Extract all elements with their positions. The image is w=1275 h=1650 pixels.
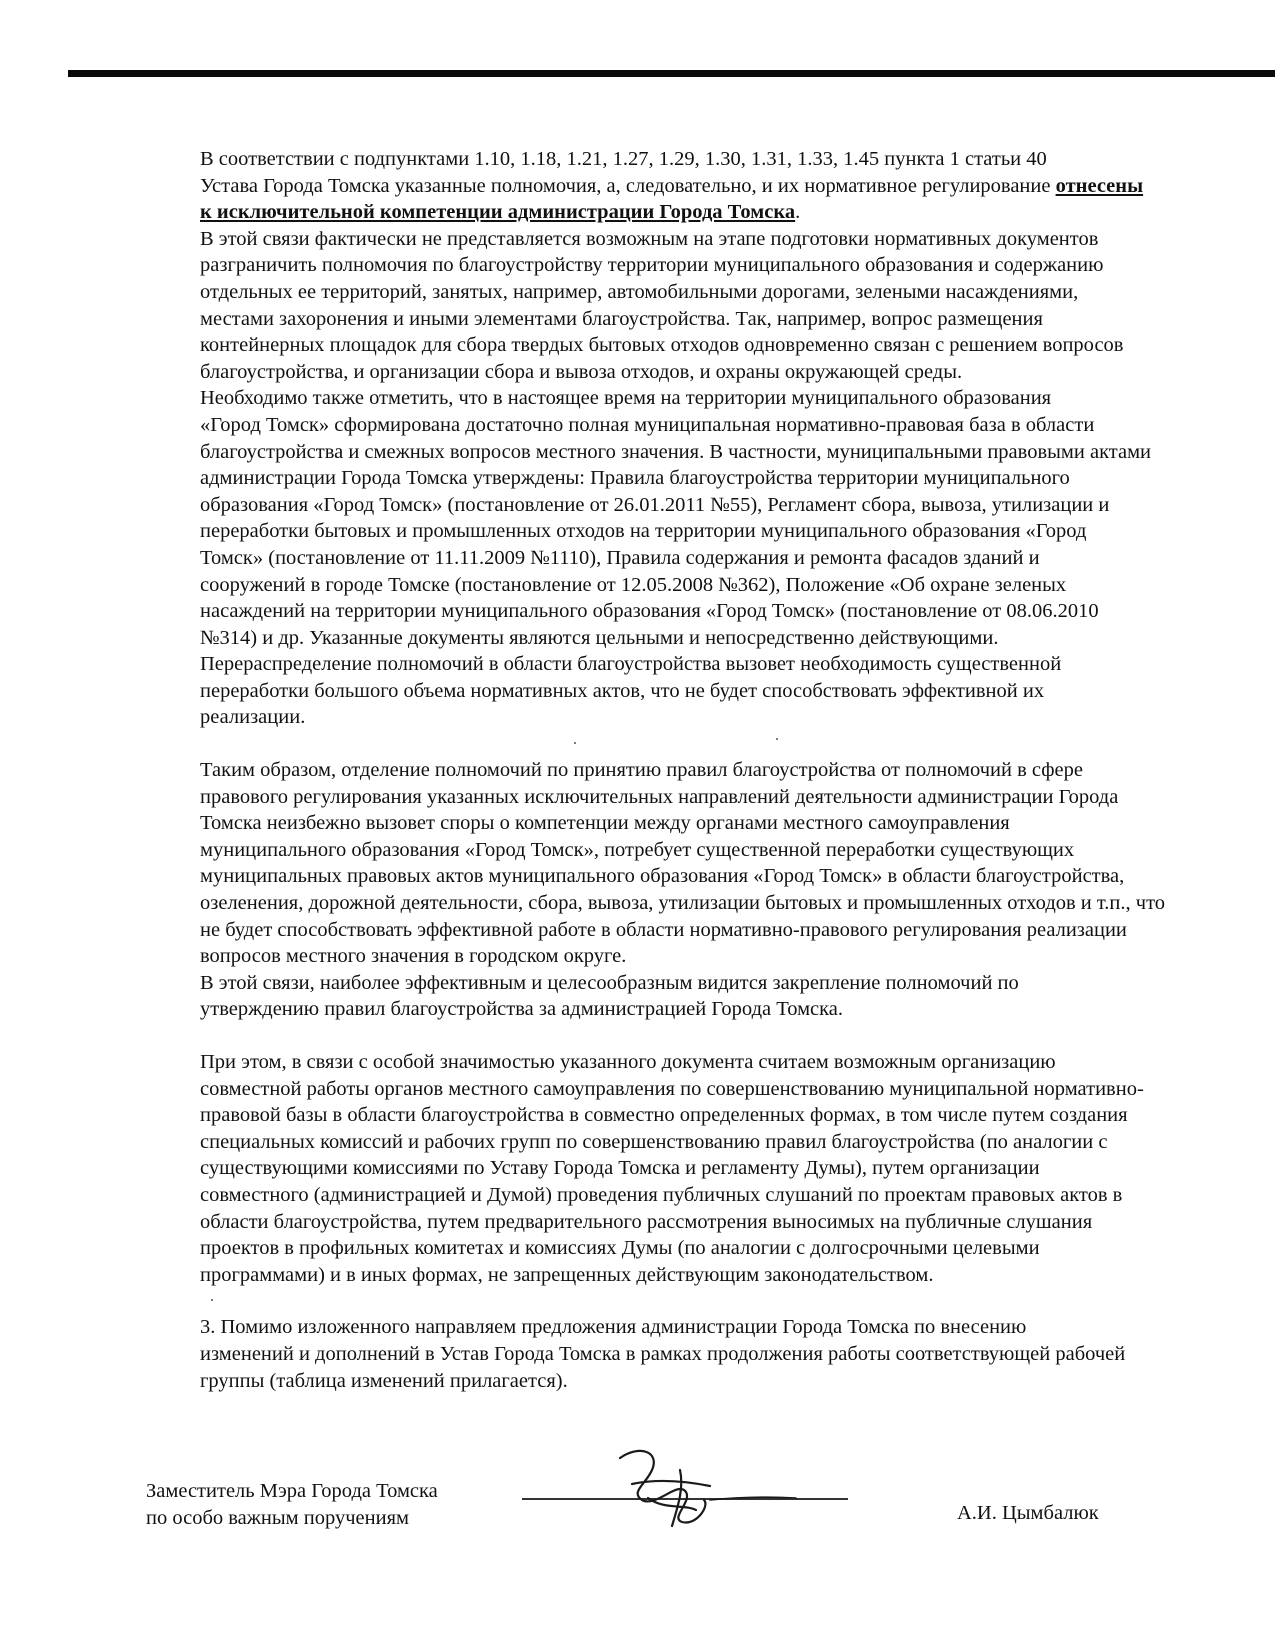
text-line: администрации Города Томска утверждены: Правила благоустройства территории муниципального — [200, 467, 1070, 490]
text-line: В этой связи фактически не представляется возможным на этапе подготовки нормативных документов — [200, 227, 1099, 250]
text-line: изменений и дополнений в Устав Города Томска в рамках продолжения работы соответствующей рабочей — [200, 1342, 1126, 1365]
text-line: муниципальных правовых актов муниципального образования «Город Томск» в области благоустройства, — [200, 865, 1125, 888]
text-line: Томска неизбежно вызовет споры о компетенции между органами местного самоуправления — [200, 812, 1010, 835]
text-line: не будет способствовать эффективной работе в области нормативно-правового регулирования реализации — [200, 918, 1127, 941]
text-line: образования «Город Томск» (постановление от 26.01.2011 №55), Регламент сбора, вывоза, утилизации и — [200, 493, 1110, 516]
text-line: существующими комиссиями по Уставу Города Томска и регламенту Думы), путем организации — [200, 1157, 1040, 1180]
text-line: «Город Томск» сформирована достаточно полная муниципальная нормативно-правовая база в области — [200, 413, 1095, 436]
emphasis-text: отнесены — [1055, 174, 1144, 197]
text-line: совместной работы органов местного самоуправления по совершенствованию муниципальной нормативно- — [200, 1077, 1144, 1100]
paragraph-1 — [144, 146, 1275, 226]
text-line: вопросов местного значения в городском округе. — [200, 945, 627, 968]
text-line: благоустройства и смежных вопросов местного значения. В частности, муниципальными правовыми актами — [200, 440, 1152, 463]
paragraph-4 — [144, 757, 1275, 970]
paragraph-gap — [144, 1288, 1275, 1314]
text-line: отдельных ее территорий, занятых, например, автомобильными дорогами, зелеными насаждениями, — [200, 280, 1079, 303]
text-line: проектов в профильных комитетах и комиссиях Думы (по аналогии с долгосрочными целевыми — [200, 1237, 1040, 1260]
text-line: правового регулирования указанных исключительных направлений деятельности администрации Города — [200, 785, 1119, 808]
text-line: разграничить полномочия по благоустройству территории муниципального образования и содержанию — [200, 254, 1104, 277]
paragraph-5 — [144, 970, 1275, 1023]
text-line: насаждений на территории муниципального образования «Город Томск» (постановление от 08.06.2010 — [200, 600, 1099, 623]
text-line: переработки бытовых и промышленных отходов на территории муниципального образования «Город — [200, 520, 1087, 543]
emphasis-text: к исключительной компетенции администрации Города Томска — [200, 201, 796, 224]
scan-speck — [211, 1299, 213, 1301]
text-line: совместного (администрацией и Думой) проведения публичных слушаний по проектам правовых актов в — [200, 1183, 1123, 1206]
text-line: муниципального образования «Город Томск», потребует существенной переработки существующих — [200, 838, 1075, 861]
signatory-name: А.И. Цымбалюк — [957, 1502, 1099, 1524]
text-line: контейнерных площадок для сбора твердых бытовых отходов одновременно связан с решением вопросов — [200, 334, 1124, 357]
paragraph-2 — [144, 226, 1275, 386]
paragraph-7 — [144, 1314, 1275, 1394]
text-line: Устава Города Томска указанные полномочия, а, следовательно, и их нормативное регулирование отнесены — [200, 174, 1144, 197]
position-line: Заместитель Мэра Города Томска — [146, 1480, 438, 1502]
paragraph-gap — [144, 1023, 1275, 1049]
text-line: утверждению правил благоустройства за администрацией Города Томска. — [200, 998, 844, 1021]
text-line: №314) и др. Указанные документы являются цельными и непосредственно действующими. — [200, 626, 999, 649]
text-line: специальных комиссий и рабочих групп по совершенствованию правил благоустройства (по аналогии с — [200, 1130, 1108, 1153]
text-line: программами) и в иных формах, не запрещенных действующим законодательством. — [200, 1263, 934, 1286]
signatory-position — [146, 1478, 438, 1532]
text-line: группы (таблица изменений прилагается). — [200, 1369, 568, 1392]
text-line: правовой базы в области благоустройства в совместно определенных формах, в том числе путем создания — [200, 1104, 1128, 1127]
text-line: 3. Помимо изложенного направляем предложения администрации Города Томска по внесению — [200, 1316, 1027, 1339]
top-rule — [68, 70, 1275, 77]
position-line: по особо важным поручениям — [146, 1507, 409, 1529]
text-line: к исключительной компетенции администрации Города Томска. — [200, 201, 801, 224]
text-line: Перераспределение полномочий в области благоустройства вызовет необходимость существенной — [200, 653, 1062, 676]
text-line: переработки большого объема нормативных актов, что не будет способствовать эффективной их — [200, 679, 1045, 702]
text-line: реализации. — [200, 706, 306, 729]
paragraph-6 — [144, 1049, 1275, 1288]
letter-body — [144, 146, 1275, 1394]
text-line: Таким образом, отделение полномочий по принятию правил благоустройства от полномочий в сфере — [200, 759, 1083, 782]
text-line: При этом, в связи с особой значимостью указанного документа считаем возможным организацию — [200, 1051, 1056, 1073]
paragraph-gap — [144, 731, 1275, 757]
scan-speck — [776, 738, 778, 740]
scan-speck — [574, 742, 576, 744]
text-line: В соответствии с подпунктами 1.10, 1.18, 1.21, 1.27, 1.29, 1.30, 1.31, 1.33, 1.45 пункта 1 статьи 40 — [200, 148, 1047, 170]
text-line: местами захоронения и иными элементами благоустройства. Так, например, вопрос размещения — [200, 307, 1043, 330]
text-line: благоустройства, и организации сбора и вывоза отходов, и охраны окружающей среды. — [200, 360, 963, 383]
text-line: В этой связи, наиболее эффективным и целесообразным видится закрепление полномочий по — [200, 971, 1019, 994]
text-line: сооружений в городе Томске (постановление от 12.05.2008 №362), Положение «Об охране зеленых — [200, 573, 1067, 596]
text-line: области благоустройства, путем предварительного рассмотрения выносимых на публичные слушания — [200, 1210, 1093, 1233]
text-line: озеленения, дорожной деятельности, сбора, вывоза, утилизации бытовых и промышленных отходов и т.п., что — [200, 892, 1166, 915]
paragraph-3 — [144, 385, 1275, 731]
text-line: Томск» (постановление от 11.11.2009 №1110), Правила содержания и ремонта фасадов зданий и — [200, 546, 1040, 569]
text-line: Необходимо также отметить, что в настоящее время на территории муниципального образования — [200, 387, 1052, 410]
handwritten-signature — [560, 1440, 800, 1540]
